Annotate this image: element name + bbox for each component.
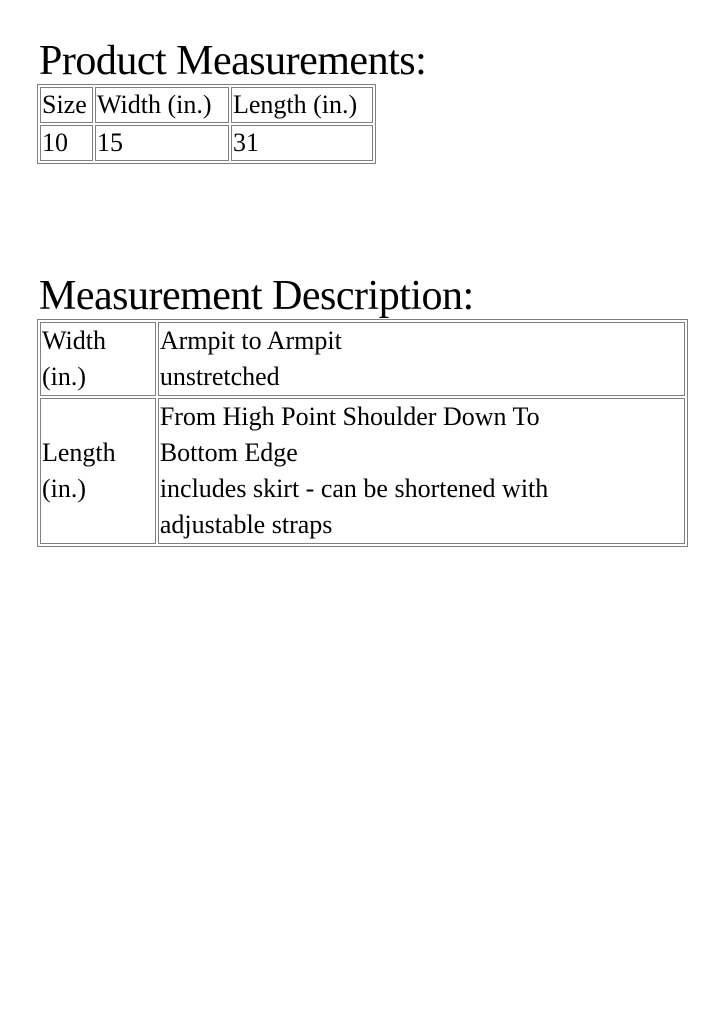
cell-length: 31: [231, 125, 373, 161]
length-label-cell: [40, 398, 156, 544]
length-description-cell: [158, 398, 685, 544]
width-desc-line: unstretched: [159, 362, 280, 391]
table-row: [40, 398, 685, 544]
width-unit-line: (in.): [42, 362, 87, 391]
width-label-line: Width: [42, 326, 106, 355]
table-row: [40, 125, 373, 161]
width-desc-line: Armpit to Armpit: [159, 326, 342, 355]
product-measurements-table: [37, 84, 376, 164]
measurement-description-heading: Measurement Description:: [39, 273, 474, 319]
table-header-row: [40, 87, 373, 123]
measurement-description-table: [37, 319, 688, 547]
header-length: Length (in.): [231, 87, 373, 123]
cell-size: 10: [40, 125, 93, 161]
header-size: Size: [40, 87, 93, 123]
length-desc-line: Bottom Edge: [159, 438, 298, 467]
table-row: [40, 322, 685, 396]
cell-width: 15: [95, 125, 229, 161]
header-width: Width (in.): [95, 87, 229, 123]
length-desc-line: includes skirt - can be shortened with: [159, 474, 549, 503]
length-label-line: Length: [42, 438, 116, 467]
document-page: [39, 38, 699, 547]
product-measurements-heading: Product Measurements:: [39, 38, 427, 84]
length-unit-line: (in.): [42, 474, 87, 503]
width-description-cell: [158, 322, 685, 396]
length-desc-line: From High Point Shoulder Down To: [159, 402, 540, 431]
length-desc-line: adjustable straps: [159, 510, 333, 539]
width-label-cell: [40, 322, 156, 396]
